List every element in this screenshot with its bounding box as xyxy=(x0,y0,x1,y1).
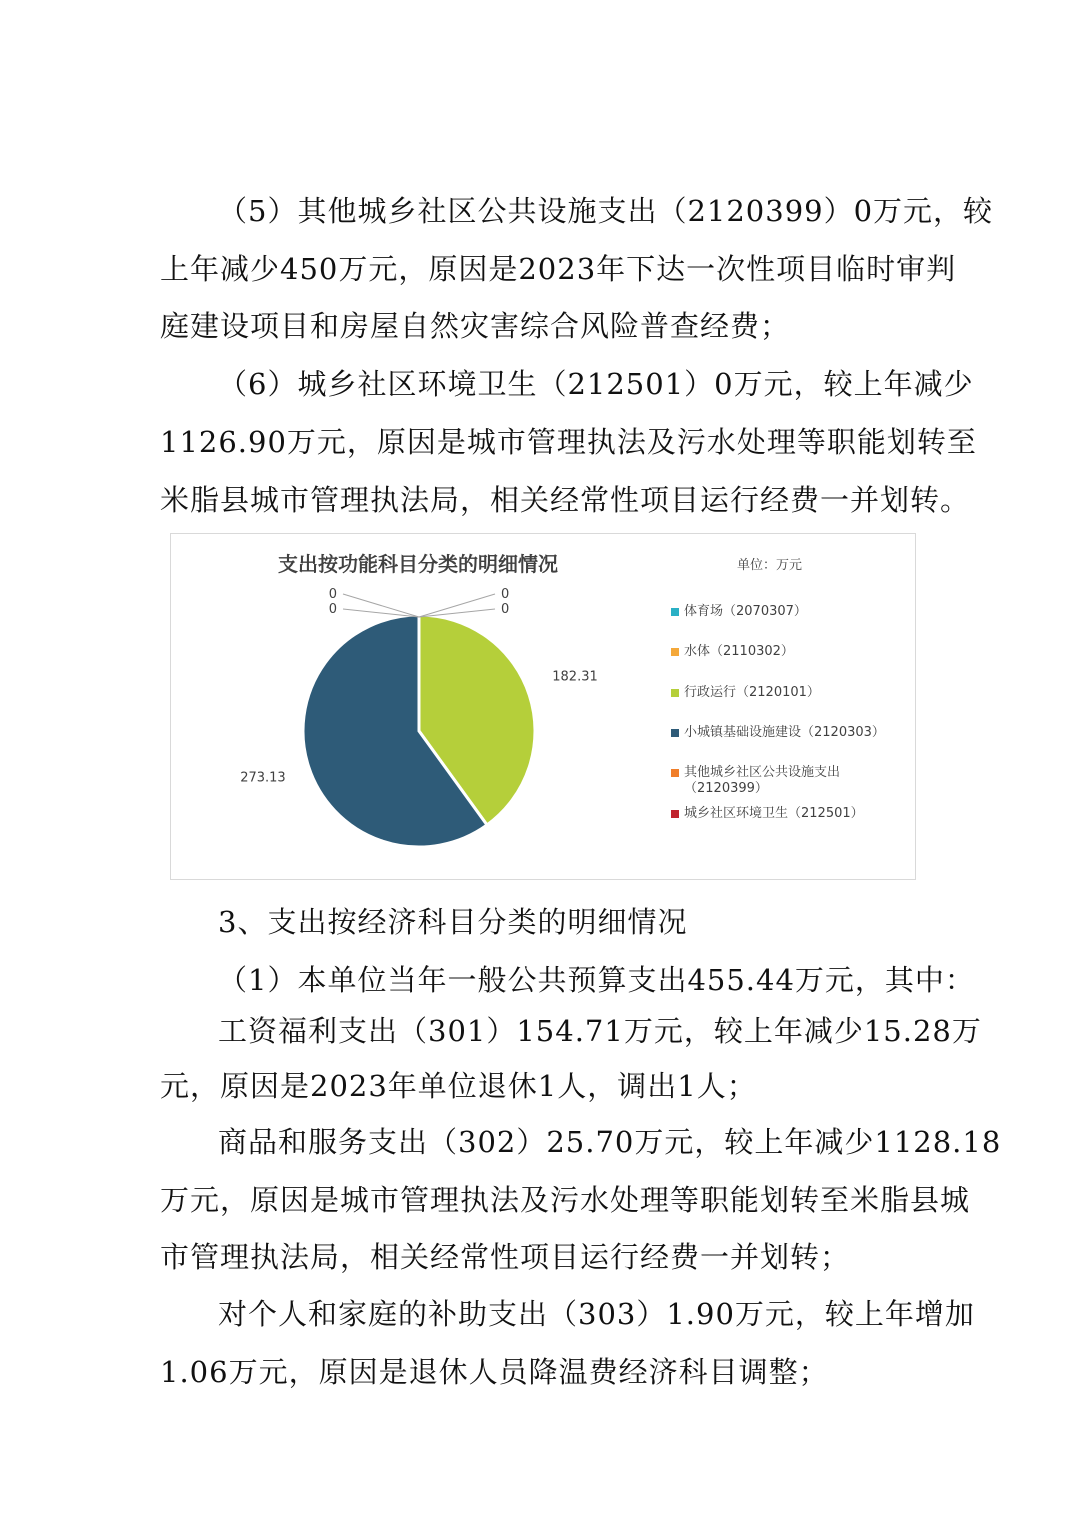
pie-data-label: 273.13 xyxy=(240,770,286,786)
legend-label: 行政运行（2120101） xyxy=(684,685,820,700)
legend-label: 其他城乡社区公共设施支出（2120399） xyxy=(684,765,841,796)
legend-swatch xyxy=(671,729,679,737)
pie-data-label: 0 xyxy=(328,602,337,617)
paragraph-line: 万元，原因是城市管理执法及污水处理等职能划转至米脂县城 xyxy=(160,1183,971,1217)
paragraph-line: 庭建设项目和房屋自然灾害综合风险普查经费； xyxy=(160,309,791,343)
leader-line xyxy=(343,609,419,617)
paragraph-line: 对个人和家庭的补助支出（303）1.90万元，较上年增加 xyxy=(218,1297,975,1331)
paragraph-line: 上年减少450万元，原因是2023年下达一次性项目临时审判 xyxy=(160,252,957,286)
pie-data-label: 0 xyxy=(328,587,337,602)
pie-chart-panel xyxy=(170,533,916,880)
paragraph-line: 市管理执法局，相关经常性项目运行经费一并划转； xyxy=(160,1240,851,1274)
paragraph-line: 米脂县城市管理执法局，相关经常性项目运行经费一并划转。 xyxy=(160,483,971,517)
paragraph-line: （5）其他城乡社区公共设施支出（2120399）0万元，较 xyxy=(218,194,994,228)
paragraph-line: 元，原因是2023年单位退休1人，调出1人； xyxy=(160,1069,757,1103)
pie-data-label: 182.31 xyxy=(552,669,598,685)
leader-line xyxy=(419,594,495,617)
chart-title: 支出按功能科目分类的明细情况 xyxy=(278,552,558,576)
legend-label: 水体（2110302） xyxy=(684,644,794,659)
legend-swatch xyxy=(671,810,679,818)
pie-data-label: 0 xyxy=(501,602,510,617)
leader-line xyxy=(419,609,495,617)
paragraph-line: 工资福利支出（301）154.71万元，较上年减少15.28万 xyxy=(218,1014,982,1048)
paragraph-line: 商品和服务支出（302）25.70万元，较上年减少1128.18 xyxy=(218,1125,1002,1159)
section-heading: 3、支出按经济科目分类的明细情况 xyxy=(218,905,688,939)
legend-swatch xyxy=(671,608,679,616)
legend-swatch xyxy=(671,769,679,777)
paragraph-line: 1.06万元，原因是退休人员降温费经济科目调整； xyxy=(160,1355,829,1389)
legend-label: 体育场（2070307） xyxy=(684,604,807,619)
legend-label: 小城镇基础设施建设（2120303） xyxy=(684,725,885,740)
paragraph-line: （6）城乡社区环境卫生（212501）0万元，较上年减少 xyxy=(218,367,974,401)
pie-chart xyxy=(171,534,671,879)
legend-swatch xyxy=(671,648,679,656)
chart-unit-label: 单位：万元 xyxy=(737,558,803,573)
pie-data-label: 0 xyxy=(501,587,510,602)
paragraph-line: 1126.90万元，原因是城市管理执法及污水处理等职能划转至 xyxy=(160,425,977,459)
legend-label: 城乡社区环境卫生（212501） xyxy=(684,806,864,821)
legend-swatch xyxy=(671,689,679,697)
paragraph-line: （1）本单位当年一般公共预算支出455.44万元，其中： xyxy=(218,963,975,997)
leader-line xyxy=(343,594,419,617)
